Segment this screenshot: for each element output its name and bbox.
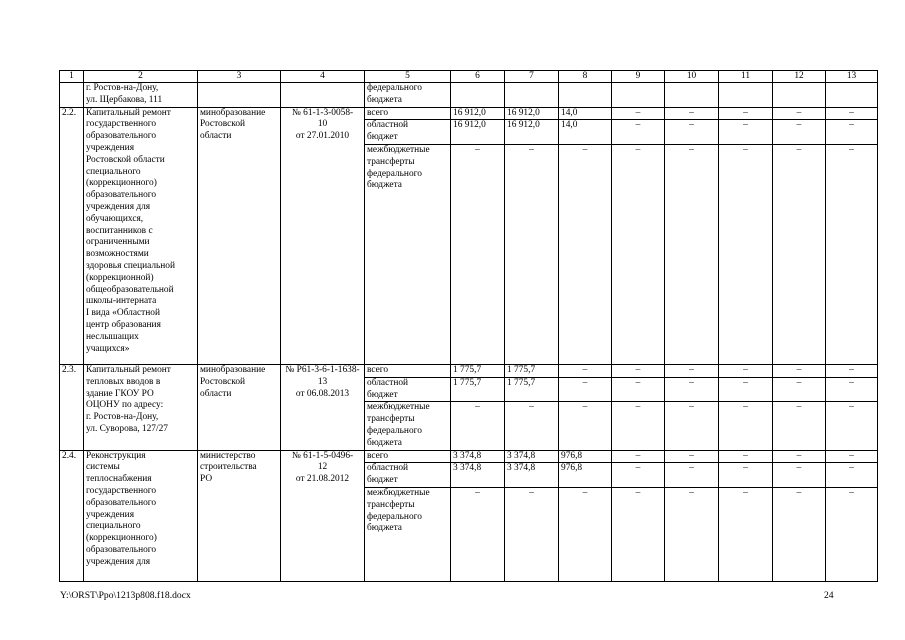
funding-source-cell bbox=[365, 107, 451, 120]
object-line: ОЦОНУ по адресу: bbox=[86, 400, 164, 411]
customer-line: строительства bbox=[200, 462, 257, 473]
document-line: 12 bbox=[317, 462, 328, 473]
object-line: теплоснабжения bbox=[86, 474, 152, 485]
page-number: 24 bbox=[824, 590, 834, 601]
object-line: Капитальный ремонт bbox=[86, 364, 171, 375]
customer-line: области bbox=[200, 388, 232, 399]
value-cell-8: 14,0 bbox=[559, 120, 612, 145]
value-cell-8: 14,0 bbox=[559, 107, 612, 120]
value-cell-12: – bbox=[773, 144, 826, 364]
source-line: федерального bbox=[367, 511, 422, 522]
value-cell-12: – bbox=[773, 107, 826, 120]
value-cell-12: – bbox=[773, 377, 826, 402]
document-line: № 61-1-3-0058- bbox=[291, 107, 354, 118]
value-cell-7: – bbox=[505, 144, 559, 364]
object-name-cell bbox=[84, 83, 198, 108]
object-line: Реконструкция bbox=[86, 450, 146, 461]
table-row bbox=[60, 107, 878, 120]
value-cell-12: – bbox=[773, 487, 826, 581]
table-row bbox=[60, 450, 878, 463]
row-number: 2.3. bbox=[60, 364, 84, 450]
value-cell-13: – bbox=[826, 487, 878, 581]
value-cell-9: – bbox=[612, 364, 665, 377]
customer-line: Ростовской bbox=[200, 119, 246, 130]
value-cell-7: 3 374,8 bbox=[505, 463, 559, 488]
column-number-row bbox=[60, 71, 878, 83]
object-name-cell bbox=[84, 450, 198, 581]
source-line: всего bbox=[367, 364, 389, 375]
object-line: неслышащих bbox=[86, 331, 139, 342]
value-cell-13: – bbox=[826, 450, 878, 463]
column-header-7: 7 bbox=[505, 71, 559, 83]
value-cell-10: – bbox=[665, 120, 719, 145]
value-cell-11: – bbox=[719, 450, 773, 463]
value-cell-10: – bbox=[665, 144, 719, 364]
object-name-cell bbox=[84, 107, 198, 364]
object-line: тепловых вводов в bbox=[86, 376, 161, 387]
funding-source-cell bbox=[365, 144, 451, 364]
value-cell-8: 976,8 bbox=[559, 450, 612, 463]
document-cell bbox=[281, 450, 365, 581]
funding-source-cell bbox=[365, 463, 451, 488]
source-line: бюджета bbox=[367, 523, 402, 534]
funding-source-cell bbox=[365, 402, 451, 450]
value-cell-9: – bbox=[612, 144, 665, 364]
source-line: бюджета bbox=[367, 180, 402, 191]
customer-line: области bbox=[200, 131, 232, 142]
value-cell-7: 1 775,7 bbox=[505, 364, 559, 377]
document-line: 10 bbox=[317, 119, 328, 130]
object-line: ул. Суворова, 127/27 bbox=[86, 423, 168, 434]
row-number: 2.4. bbox=[60, 450, 84, 581]
object-line: ограниченными bbox=[86, 237, 150, 248]
value-cell-8: – bbox=[559, 377, 612, 402]
column-header-2: 2 bbox=[84, 71, 198, 83]
table-row bbox=[60, 83, 878, 108]
object-line: здоровья специальной bbox=[86, 260, 176, 271]
value-cell-6: 1 775,7 bbox=[451, 364, 505, 377]
source-line: федерального bbox=[367, 168, 422, 179]
value-cell-7: 1 775,7 bbox=[505, 377, 559, 402]
object-line: учреждения для bbox=[86, 556, 151, 567]
source-line: областной bbox=[367, 120, 409, 131]
customer-cell bbox=[198, 83, 281, 108]
source-line: трансферты bbox=[367, 414, 415, 425]
document-line: от 21.08.2012 bbox=[295, 474, 350, 485]
value-cell-13: – bbox=[826, 402, 878, 450]
object-line: обучающихся, bbox=[86, 213, 144, 224]
value-cell-13: – bbox=[826, 463, 878, 488]
column-header-6: 6 bbox=[451, 71, 505, 83]
object-line: учреждения bbox=[86, 509, 135, 520]
source-line: трансферты bbox=[367, 156, 415, 167]
value-cell-11: – bbox=[719, 364, 773, 377]
object-line: возможностями bbox=[86, 249, 149, 260]
value-cell-11: – bbox=[719, 144, 773, 364]
object-line: (коррекционного) bbox=[86, 533, 157, 544]
row-number bbox=[60, 83, 84, 108]
value-cell-10: – bbox=[665, 450, 719, 463]
column-header-13: 13 bbox=[826, 71, 878, 83]
object-line: центр образования bbox=[86, 319, 161, 330]
value-cell-12: – bbox=[773, 402, 826, 450]
column-header-4: 4 bbox=[281, 71, 365, 83]
document-cell bbox=[281, 364, 365, 450]
source-line: межбюджетные bbox=[367, 487, 430, 498]
value-cell-11: – bbox=[719, 402, 773, 450]
source-line: бюджета bbox=[367, 437, 402, 448]
value-cell-12: – bbox=[773, 364, 826, 377]
file-path: Y:\ORST\Ppo\1213p808.f18.docx bbox=[60, 590, 191, 601]
column-header-8: 8 bbox=[559, 71, 612, 83]
customer-line: РО bbox=[200, 474, 213, 485]
object-line: учреждения bbox=[86, 142, 135, 153]
value-cell-10: – bbox=[665, 487, 719, 581]
value-cell-6: 1 775,7 bbox=[451, 377, 505, 402]
object-line: г. Ростов-на-Дону, bbox=[86, 412, 159, 423]
object-line: образовательного bbox=[86, 497, 157, 508]
value-cell-6: – bbox=[451, 487, 505, 581]
source-line: межбюджетные bbox=[367, 402, 430, 413]
object-line: государственного bbox=[86, 485, 157, 496]
value-cell-8: – bbox=[559, 364, 612, 377]
value-cell-11: – bbox=[719, 487, 773, 581]
customer-cell bbox=[198, 450, 281, 581]
customer-line: минобразование bbox=[200, 364, 266, 375]
customer-line: Ростовской bbox=[200, 376, 246, 387]
value-cell-9: – bbox=[612, 463, 665, 488]
object-line: Ростовской области bbox=[86, 154, 165, 165]
value-cell-11: – bbox=[719, 107, 773, 120]
object-line: Капитальный ремонт bbox=[86, 107, 171, 118]
document-line: 13 bbox=[317, 376, 328, 387]
object-line: (коррекционной) bbox=[86, 272, 154, 283]
object-line: I вида «Областной bbox=[86, 308, 160, 319]
value-cell-13: – bbox=[826, 107, 878, 120]
customer-cell bbox=[198, 107, 281, 364]
value-cell-10: – bbox=[665, 377, 719, 402]
value-cell-10: – bbox=[665, 107, 719, 120]
column-header-5: 5 bbox=[365, 71, 451, 83]
value-cell-12: – bbox=[773, 463, 826, 488]
value-cell-8: – bbox=[559, 144, 612, 364]
value-cell-9: – bbox=[612, 107, 665, 120]
object-line: школы-интерната bbox=[86, 296, 157, 307]
object-line: государственного bbox=[86, 119, 157, 130]
row-number: 2.2. bbox=[60, 107, 84, 364]
object-line: образовательного bbox=[86, 131, 157, 142]
funding-source-cell bbox=[365, 120, 451, 145]
column-header-11: 11 bbox=[719, 71, 773, 83]
value-cell-6: 3 374,8 bbox=[451, 463, 505, 488]
object-name-cell bbox=[84, 364, 198, 450]
value-cell-11: – bbox=[719, 377, 773, 402]
object-line: г. Ростов-на-Дону, bbox=[86, 83, 159, 93]
document-line: от 06.08.2013 bbox=[295, 388, 350, 399]
value-cell-6: 16 912,0 bbox=[451, 120, 505, 145]
object-line: учреждения для bbox=[86, 201, 151, 212]
object-line: общеобразовательной bbox=[86, 284, 174, 295]
value-cell-8: – bbox=[559, 487, 612, 581]
column-header-10: 10 bbox=[665, 71, 719, 83]
document-line: № Р61-3-6-1-1638- bbox=[285, 364, 360, 375]
value-cell-13: – bbox=[826, 364, 878, 377]
value-cell-11: – bbox=[719, 120, 773, 145]
value-cell-9: – bbox=[612, 120, 665, 145]
object-line: ул. Щербакова, 111 bbox=[86, 94, 163, 105]
funding-source-cell bbox=[365, 83, 451, 108]
customer-cell bbox=[198, 364, 281, 450]
source-line: областной bbox=[367, 377, 409, 388]
document-line: от 27.01.2010 bbox=[295, 131, 350, 142]
value-cell-12: – bbox=[773, 450, 826, 463]
value-cell-6: 16 912,0 bbox=[451, 107, 505, 120]
value-cell-8: 976,8 bbox=[559, 463, 612, 488]
value-cell-7: – bbox=[505, 487, 559, 581]
customer-line: минобразование bbox=[200, 107, 266, 118]
object-line: (коррекционного) bbox=[86, 178, 157, 189]
source-line: федерального bbox=[367, 83, 422, 93]
value-cell-6: – bbox=[451, 402, 505, 450]
value-cell-13: – bbox=[826, 144, 878, 364]
source-line: всего bbox=[367, 107, 389, 118]
value-cell-10: – bbox=[665, 463, 719, 488]
object-line: воспитанников с bbox=[86, 225, 153, 236]
object-line: образовательного bbox=[86, 190, 157, 201]
value-cell-9: – bbox=[612, 450, 665, 463]
source-line: областной bbox=[367, 463, 409, 474]
value-cell-7: 3 374,8 bbox=[505, 450, 559, 463]
source-line: бюджет bbox=[367, 389, 398, 400]
funding-source-cell bbox=[365, 487, 451, 581]
object-line: специального bbox=[86, 166, 141, 177]
column-header-3: 3 bbox=[198, 71, 281, 83]
object-line: специального bbox=[86, 521, 141, 532]
object-line: здание ГКОУ РО bbox=[86, 388, 154, 399]
value-cell-6: 3 374,8 bbox=[451, 450, 505, 463]
document-cell bbox=[281, 83, 365, 108]
value-cell-7: – bbox=[505, 402, 559, 450]
document-line: № 61-1-5-0496- bbox=[291, 450, 354, 461]
object-line: образовательного bbox=[86, 544, 157, 555]
customer-line: министерство bbox=[200, 450, 256, 461]
column-header-1: 1 bbox=[60, 71, 84, 83]
funding-source-cell bbox=[365, 450, 451, 463]
document-cell bbox=[281, 107, 365, 364]
value-cell-10: – bbox=[665, 364, 719, 377]
value-cell-13: – bbox=[826, 120, 878, 145]
column-header-9: 9 bbox=[612, 71, 665, 83]
value-cell-10: – bbox=[665, 402, 719, 450]
budget-table bbox=[59, 70, 878, 582]
funding-source-cell bbox=[365, 377, 451, 402]
value-cell-8: – bbox=[559, 402, 612, 450]
value-cell-9: – bbox=[612, 487, 665, 581]
source-line: федерального bbox=[367, 425, 422, 436]
column-header-12: 12 bbox=[773, 71, 826, 83]
value-cell-9: – bbox=[612, 402, 665, 450]
value-cell-11: – bbox=[719, 463, 773, 488]
object-line: системы bbox=[86, 462, 120, 473]
source-line: бюджет bbox=[367, 475, 398, 486]
value-cell-9: – bbox=[612, 377, 665, 402]
value-cell-7: 16 912,0 bbox=[505, 120, 559, 145]
source-line: бюджета bbox=[367, 94, 402, 105]
funding-source-cell bbox=[365, 364, 451, 377]
source-line: всего bbox=[367, 450, 389, 461]
object-line: учащихся» bbox=[86, 343, 130, 354]
value-cell-6: – bbox=[451, 144, 505, 364]
source-line: трансферты bbox=[367, 499, 415, 510]
table-row bbox=[60, 364, 878, 377]
value-cell-13: – bbox=[826, 377, 878, 402]
source-line: межбюджетные bbox=[367, 144, 430, 155]
value-cell-12: – bbox=[773, 120, 826, 145]
value-cell-7: 16 912,0 bbox=[505, 107, 559, 120]
source-line: бюджет bbox=[367, 132, 398, 143]
